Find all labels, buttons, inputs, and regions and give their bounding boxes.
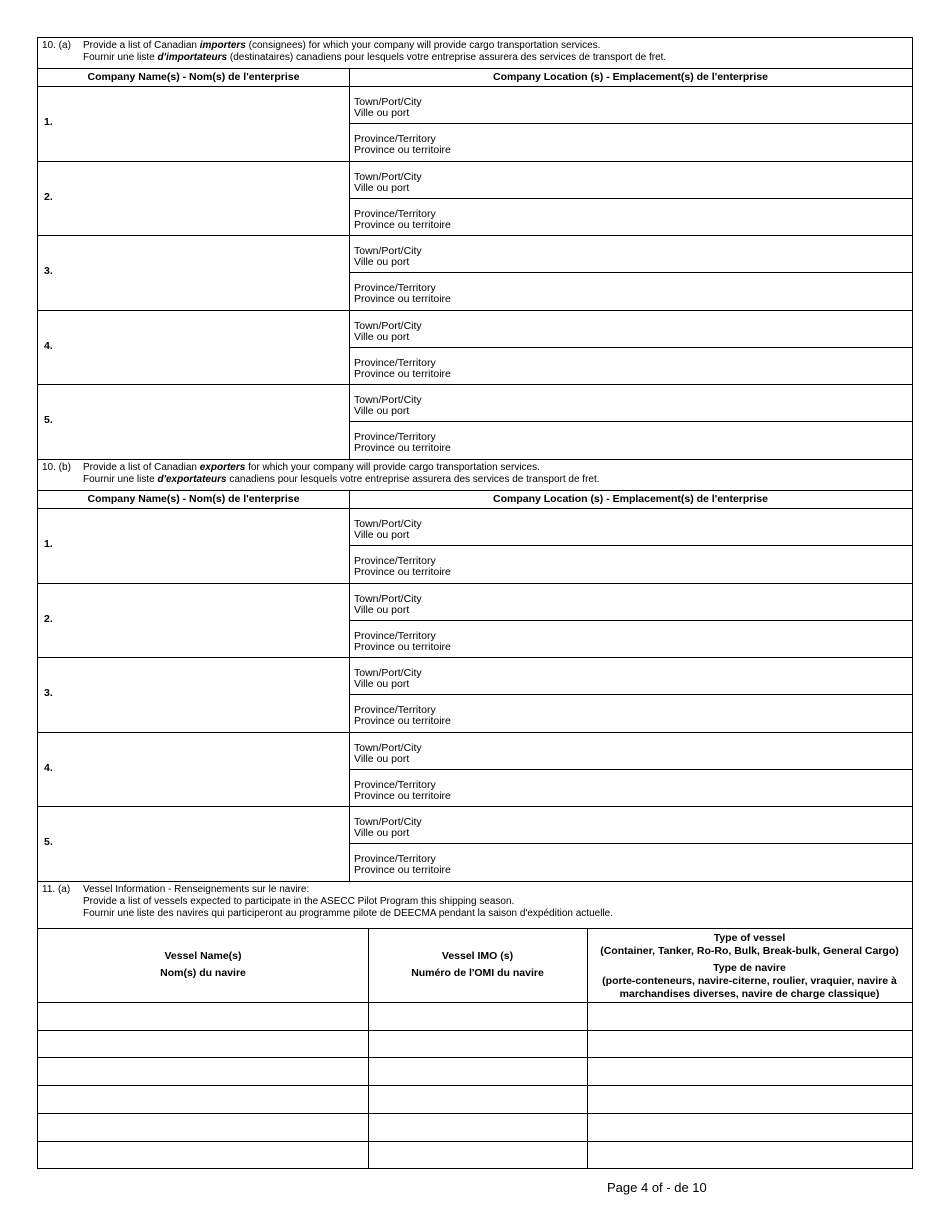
section-10a-line1: 10. (a) Provide a list of Canadian importers (consignees) for which your company will provide cargo transportation services. <box>42 40 601 51</box>
province-label: Province/Territory Province ou territoire <box>354 853 451 876</box>
town-field[interactable] <box>498 239 906 269</box>
town-label: Town/Port/City Ville ou port <box>354 592 422 616</box>
vessel-type-field[interactable] <box>589 1004 910 1028</box>
vessel-type-field[interactable] <box>589 1143 910 1167</box>
province-field[interactable] <box>498 773 906 803</box>
row-number: 1. <box>44 538 53 551</box>
town-label: Town/Port/City Ville ou port <box>354 394 422 417</box>
row-number: 1. <box>44 116 53 129</box>
company-name-field[interactable] <box>66 587 344 654</box>
town-label: Town/Port/City Ville ou port <box>354 667 422 690</box>
province-field[interactable] <box>498 276 906 306</box>
province-field[interactable] <box>498 351 906 381</box>
province-label: Province/Territory Province ou territoire <box>354 282 451 305</box>
company-name-field[interactable] <box>66 736 344 803</box>
town-label: Town/Port/City Ville ou port <box>354 170 422 194</box>
province-label: Province/Territory Province ou territoire <box>354 207 451 231</box>
section-11a-line1: 11. (a) Vessel Information - Renseignements sur le navire: <box>42 884 310 895</box>
company-name-field[interactable] <box>66 512 344 579</box>
vessel-type-field[interactable] <box>589 1032 910 1056</box>
row-number: 4. <box>44 339 53 352</box>
town-label: Town/Port/City Ville ou port <box>354 245 422 268</box>
town-field[interactable] <box>498 314 906 344</box>
row-number: 3. <box>44 265 53 278</box>
row-number: 4. <box>44 761 53 774</box>
vessel-imo-field[interactable] <box>370 1004 585 1028</box>
section-10b-line2: Fournir une liste d'exportateurs canadiens pour lesquels votre entreprise assurera des services de transport de fret. <box>83 474 600 485</box>
row-number: 3. <box>44 687 53 700</box>
row-number: 2. <box>44 190 53 203</box>
row-number: 5. <box>44 414 53 427</box>
province-field[interactable] <box>498 202 906 232</box>
vessel-name-field[interactable] <box>40 1087 366 1111</box>
page-number: Page 4 of - de 10 <box>607 1180 707 1195</box>
company-name-field[interactable] <box>66 90 344 157</box>
company-name-field[interactable] <box>66 661 344 728</box>
col-vessel-imo: Vessel IMO (s) Numéro de l'OMI du navire <box>411 950 544 979</box>
province-field[interactable] <box>498 698 906 728</box>
province-field[interactable] <box>498 425 906 455</box>
province-field[interactable] <box>498 549 906 579</box>
vessel-imo-field[interactable] <box>370 1143 585 1167</box>
town-field[interactable] <box>498 661 906 691</box>
col-company-location-10b: Company Location (s) - Emplacement(s) de l'enterprise <box>493 493 768 505</box>
vessel-name-field[interactable] <box>40 1059 366 1083</box>
section-10b-line1: 10. (b) Provide a list of Canadian exporters for which your company will provide cargo transportation services. <box>42 462 540 473</box>
town-label: Town/Port/City Ville ou port <box>354 96 422 119</box>
section-11a-line2: Provide a list of vessels expected to participate in the ASECC Pilot Program this shipping season. <box>83 896 515 907</box>
form-frame <box>37 37 913 1169</box>
province-label: Province/Territory Province ou territoire <box>354 431 451 454</box>
company-name-field[interactable] <box>66 810 344 877</box>
vessel-name-field[interactable] <box>40 1032 366 1056</box>
company-name-field[interactable] <box>66 388 344 455</box>
row-number: 2. <box>44 612 53 625</box>
col-company-name-10b: Company Name(s) - Nom(s) de l'enterprise <box>87 493 300 505</box>
vessel-imo-field[interactable] <box>370 1115 585 1139</box>
province-label: Province/Territory Province ou territoire <box>354 555 451 578</box>
vessel-name-field[interactable] <box>40 1004 366 1028</box>
town-field[interactable] <box>498 736 906 766</box>
section-10a-line2: Fournir une liste d'importateurs (destinataires) canadiens pour lesquels votre entreprise assurera des services de transport de fret. <box>83 52 667 63</box>
vessel-imo-field[interactable] <box>370 1087 585 1111</box>
vessel-name-field[interactable] <box>40 1143 366 1167</box>
vessel-type-field[interactable] <box>589 1059 910 1083</box>
town-field[interactable] <box>498 810 906 840</box>
col-vessel-name: Vessel Name(s) Nom(s) du navire <box>160 950 246 979</box>
company-name-field[interactable] <box>66 239 344 306</box>
col-company-name-10a: Company Name(s) - Nom(s) de l'enterprise <box>87 71 300 83</box>
vessel-type-field[interactable] <box>589 1087 910 1111</box>
town-field[interactable] <box>498 388 906 418</box>
town-field[interactable] <box>498 90 906 120</box>
province-field[interactable] <box>498 624 906 654</box>
town-label: Town/Port/City Ville ou port <box>354 319 422 343</box>
province-label: Province/Territory Province ou territoire <box>354 133 451 156</box>
town-field[interactable] <box>498 165 906 195</box>
province-field[interactable] <box>498 127 906 157</box>
vessel-name-field[interactable] <box>40 1115 366 1139</box>
col-company-location-10a: Company Location (s) - Emplacement(s) de l'enterprise <box>493 71 768 83</box>
vessel-imo-field[interactable] <box>370 1032 585 1056</box>
town-label: Town/Port/City Ville ou port <box>354 518 422 541</box>
company-name-field[interactable] <box>66 314 344 381</box>
town-field[interactable] <box>498 587 906 617</box>
province-label: Province/Territory Province ou territoire <box>354 629 451 653</box>
province-label: Province/Territory Province ou territoire <box>354 704 451 727</box>
vessel-type-field[interactable] <box>589 1115 910 1139</box>
company-name-field[interactable] <box>66 165 344 232</box>
province-label: Province/Territory Province ou territoire <box>354 356 451 380</box>
col-vessel-type: Type of vessel (Container, Tanker, Ro-Ro, Bulk, Break-bulk, General Cargo) Type de navire (porte-conteneurs, navire-citerne, roulier, vraquier, navire à marchandises diverses, navire de charge classique) <box>600 932 899 1000</box>
province-label: Province/Territory Province ou territoire <box>354 778 451 802</box>
section-11a-line3: Fournir une liste des navires qui participeront au programme pilote de DEECMA pendant la saison d'expédition actuelle. <box>83 908 613 919</box>
province-field[interactable] <box>498 847 906 877</box>
town-label: Town/Port/City Ville ou port <box>354 741 422 765</box>
row-number: 5. <box>44 836 53 849</box>
town-label: Town/Port/City Ville ou port <box>354 816 422 839</box>
town-field[interactable] <box>498 512 906 542</box>
vessel-imo-field[interactable] <box>370 1059 585 1083</box>
